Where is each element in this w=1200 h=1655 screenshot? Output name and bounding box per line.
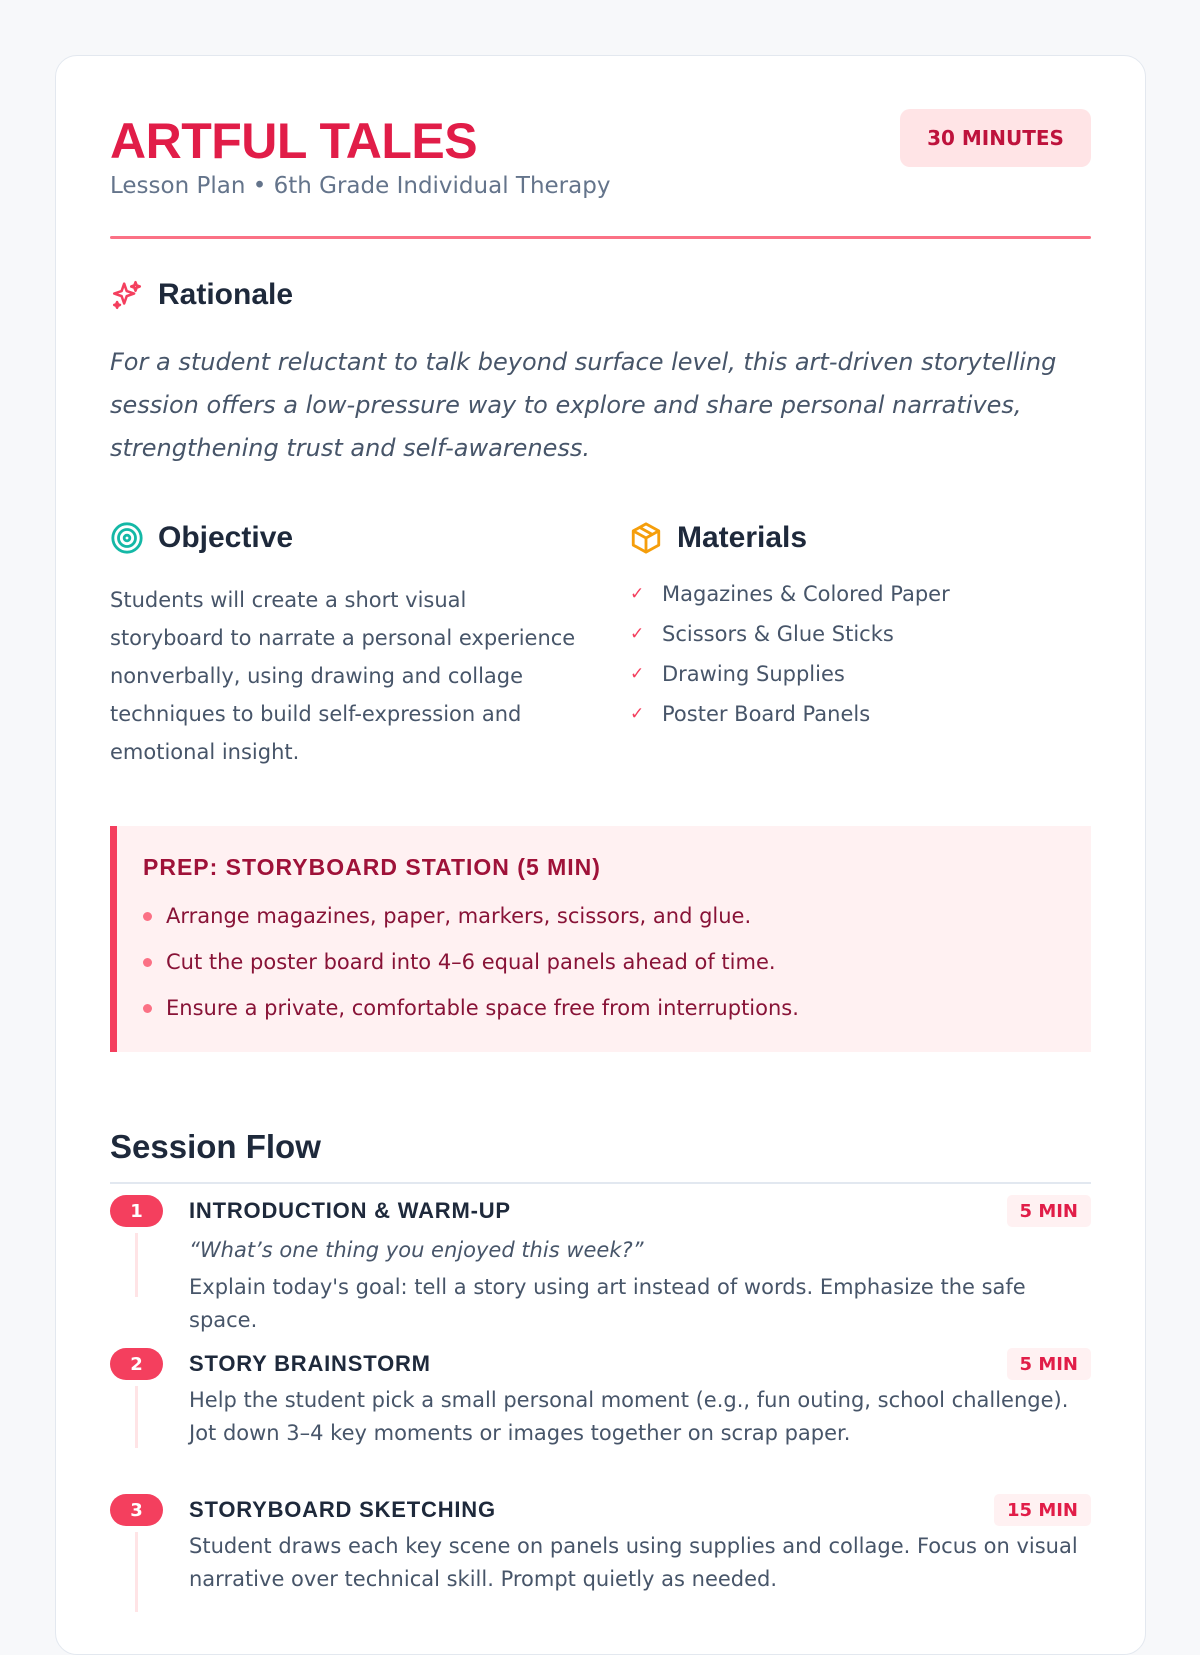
objective-text: Students will create a short visual storyboard to narrate a personal experience nonverbally, using drawing and collage techniques to build self-expression and emotional insight. [110,588,576,764]
prep-callout [110,826,1091,1052]
rationale-heading [110,278,293,312]
list-item [143,893,1091,939]
session-flow-divider [110,1182,1091,1184]
materials-heading [629,521,807,555]
bullet-icon [143,912,152,921]
page-subtitle: Lesson Plan • 6th Grade Individual Therapy [110,173,611,199]
step-duration-badge: 15 MIN [994,1494,1091,1526]
prep-list [143,893,1091,1031]
sparkles-icon [110,278,144,312]
list-item [630,694,950,734]
step-description: Explain today's goal: tell a story using art instead of words. Emphasize the safe space. [189,1275,1026,1332]
list-item [143,985,1091,1031]
timeline-connector [135,1233,138,1297]
rationale-text: For a student reluctant to talk beyond surface level, this art-driven storytelling session offers a low-pressure way to explore and share personal narratives, strengthening trust and self-awareness. [110,348,1057,462]
rationale-heading-label: Rationale [158,278,294,311]
target-icon [110,521,144,555]
materials-list [630,574,950,734]
header-divider [110,236,1091,239]
step-description: Student draws each key scene on panels using supplies and collage. Focus on visual narrative over technical skill. Prompt quietly as needed. [189,1534,1078,1591]
list-item [630,654,950,694]
bullet-icon [143,958,152,967]
check-icon: ✓ [630,704,645,724]
lesson-plan-card [55,55,1146,1655]
objective-heading-label: Objective [158,521,294,554]
duration-badge: 30 MINUTES [900,109,1091,167]
step-description: Help the student pick a small personal moment (e.g., fun outing, school challenge). Jot down 3–4 key moments or images together on scrap paper. [189,1388,1069,1445]
check-icon: ✓ [630,664,645,684]
material-label: Scissors & Glue Sticks [662,622,894,646]
step-body [189,1494,1091,1596]
step-number-badge: 2 [110,1348,163,1380]
list-item [630,614,950,654]
prep-item-label: Ensure a private, comfortable space free from interruptions. [166,996,799,1020]
page-title: ARTFUL TALES [110,113,478,169]
materials-heading-label: Materials [677,521,808,554]
step-title: STORY BRAINSTORM [189,1351,431,1376]
step-duration-badge: 5 MIN [1007,1195,1091,1227]
check-icon: ✓ [630,584,645,604]
step-body [189,1195,1091,1337]
timeline-connector [135,1386,138,1448]
objective-heading [110,521,293,555]
session-flow-heading: Session Flow [110,1128,321,1165]
step-number-badge: 1 [110,1195,163,1227]
step-prompt-quote: “What’s one thing you enjoyed this week?” [189,1238,644,1262]
step-title: INTRODUCTION & WARM-UP [189,1198,511,1223]
check-icon: ✓ [630,624,645,644]
material-label: Poster Board Panels [662,702,871,726]
step-body [189,1348,1091,1450]
box-icon [629,521,663,555]
step-number-badge: 3 [110,1494,163,1526]
material-label: Drawing Supplies [662,662,845,686]
material-label: Magazines & Colored Paper [662,582,950,606]
list-item [630,574,950,614]
step-title: STORYBOARD SKETCHING [189,1497,496,1522]
timeline-connector [135,1532,138,1612]
step-duration-badge: 5 MIN [1007,1348,1091,1380]
list-item [143,939,1091,985]
prep-item-label: Cut the poster board into 4–6 equal panels ahead of time. [166,950,776,974]
prep-title: PREP: STORYBOARD STATION (5 MIN) [143,854,601,880]
bullet-icon [143,1004,152,1013]
prep-item-label: Arrange magazines, paper, markers, scissors, and glue. [166,904,752,928]
